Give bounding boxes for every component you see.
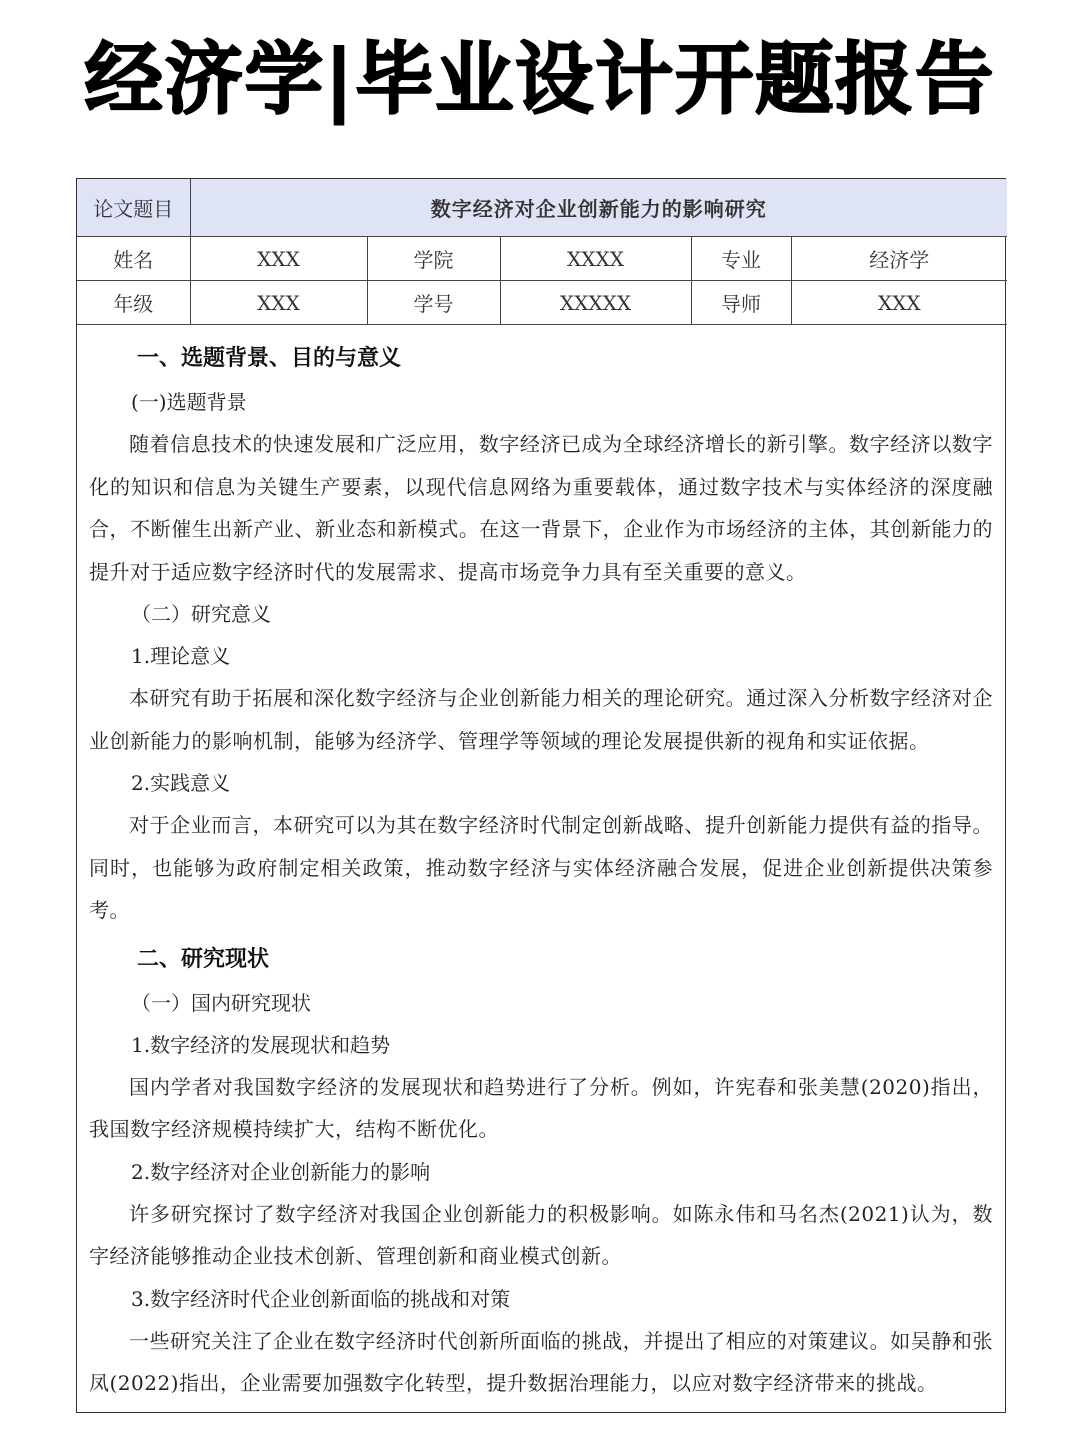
paragraph-theoretical: 本研究有助于拓展和深化数字经济与企业创新能力相关的理论研究。通过深入分析数字经济对企业创新能力的影响机制，能够为经济学、管理学等领域的理论发展提供新的视角和实证依据。 (89, 686, 993, 753)
subheading-impact: 2.数字经济对企业创新能力的影响 (131, 1159, 431, 1184)
advisor-value: XXX (791, 281, 1007, 325)
topic-value: 数字经济对企业创新能力的影响研究 (190, 179, 1007, 237)
subheading-theoretical: 1.理论意义 (131, 644, 231, 668)
topic-label: 论文题目 (77, 179, 190, 237)
section-2-subheading-domestic: （一）国内研究现状 (131, 990, 311, 1015)
major-label: 专业 (691, 237, 791, 281)
grade-label: 年级 (77, 281, 190, 325)
section-1-subheading-significance: （二）研究意义 (131, 602, 271, 626)
advisor-label: 导师 (691, 281, 791, 325)
paragraph-background: 随着信息技术的快速发展和广泛应用，数字经济已成为全球经济增长的新引擎。数字经济以数字化的知识和信息为关键生产要素，以现代信息网络为重要载体，通过数字技术与实体经济的深度融合，不断催生出新产业、新业态和新模式。在这一背景下，企业作为市场经济的主体，其创新能力的提升对于适应数字经济时代的发展需求、提高市场竞争力具有至关重要的意义。 (89, 432, 993, 584)
report-sheet (76, 178, 1006, 1413)
paragraph-challenges: 一些研究关注了企业在数字经济时代创新所面临的挑战，并提出了相应的对策建议。如吴静和张凤(2022)指出，企业需要加强数字化转型，提升数据治理能力，以应对数字经济带来的挑战。 (89, 1328, 993, 1395)
student-id-value: XXXXX (500, 281, 691, 325)
student-id-label: 学号 (367, 281, 500, 325)
major-value: 经济学 (791, 237, 1007, 281)
section-1-subheading-background: (一)选题背景 (131, 390, 247, 414)
report-content (77, 325, 1005, 1405)
info-row-2 (77, 281, 1007, 325)
college-value: XXXX (500, 237, 691, 281)
subheading-development: 1.数字经济的发展现状和趋势 (131, 1032, 391, 1057)
name-label: 姓名 (77, 237, 190, 281)
section-2-heading: 二、研究现状 (137, 946, 270, 972)
subheading-challenges: 3.数字经济时代企业创新面临的挑战和对策 (131, 1286, 511, 1311)
paragraph-impact: 许多研究探讨了数字经济对我国企业创新能力的积极影响。如陈永伟和马名杰(2021)认为，数字经济能够推动企业技术创新、管理创新和商业模式创新。 (89, 1201, 993, 1268)
page-title: 经济学|毕业设计开题报告 (84, 35, 996, 125)
info-row-1 (77, 237, 1007, 281)
paragraph-development: 国内学者对我国数字经济的发展现状和趋势进行了分析。例如，许宪春和张美慧(2020)指出，我国数字经济规模持续扩大，结构不断优化。 (89, 1074, 993, 1141)
name-value: XXX (190, 237, 367, 281)
paragraph-practical: 对于企业而言，本研究可以为其在数字经济时代制定创新战略、提升创新能力提供有益的指导。同时，也能够为政府制定相关政策，推动数字经济与实体经济融合发展，促进企业创新提供决策参考。 (89, 813, 993, 922)
topic-row (77, 179, 1007, 237)
college-label: 学院 (367, 237, 500, 281)
subheading-practical: 2.实践意义 (131, 771, 231, 795)
grade-value: XXX (190, 281, 367, 325)
info-table (77, 179, 1007, 325)
section-1-heading: 一、选题背景、目的与意义 (137, 346, 402, 371)
